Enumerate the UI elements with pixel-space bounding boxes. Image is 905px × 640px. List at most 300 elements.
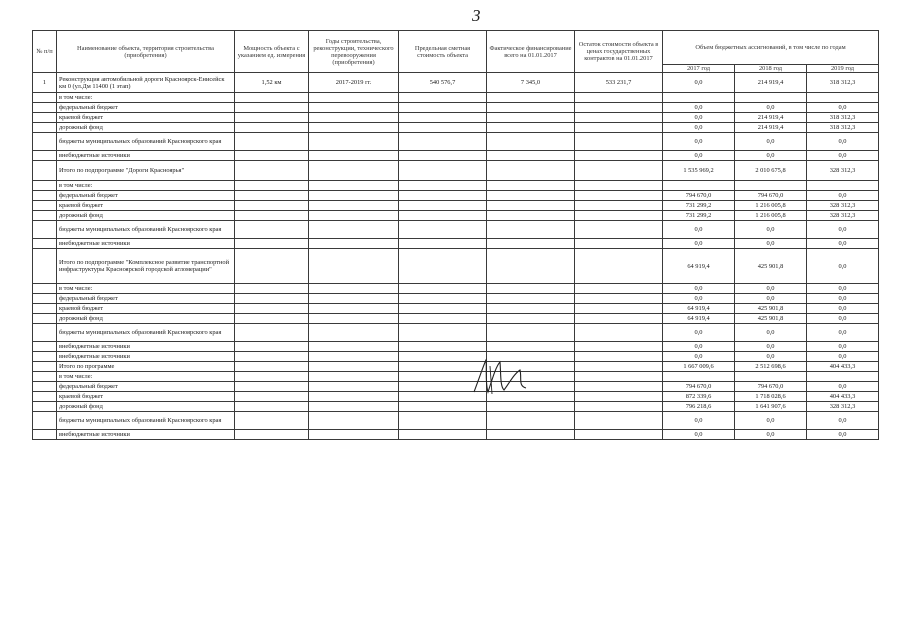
table-row xyxy=(33,362,879,372)
row-capacity-cell xyxy=(235,372,309,382)
row-2019: 318 312,3 xyxy=(807,113,879,123)
row-2017: 0,0 xyxy=(663,352,735,362)
row-name: Итого по подпрограмме "Дороги Красноярья" xyxy=(57,161,235,181)
row-2017: 0,0 xyxy=(663,294,735,304)
row-name: бюджеты муниципальных образований Красноярского края xyxy=(57,221,235,239)
row-years-cell xyxy=(309,103,399,113)
row-name: внебюджетные источники xyxy=(57,352,235,362)
row-remaining-cell xyxy=(575,304,663,314)
row-name: Итого по подпрограмме "Комплексное развитие транспортной инфраструктуры Красноярской городской агломерации" xyxy=(57,249,235,284)
row-years-cell xyxy=(309,402,399,412)
row-name: бюджеты муниципальных образований Красноярского края xyxy=(57,324,235,342)
table-row xyxy=(33,151,879,161)
object-actual: 7 345,0 xyxy=(487,73,575,93)
row-years-cell xyxy=(309,412,399,430)
row-no-cell xyxy=(33,211,57,221)
row-2018: 794 670,0 xyxy=(735,191,807,201)
row-years-cell xyxy=(309,342,399,352)
row-actual-cell xyxy=(487,314,575,324)
row-no-cell xyxy=(33,123,57,133)
row-name: дорожный фонд xyxy=(57,123,235,133)
row-estimate-cell xyxy=(399,211,487,221)
handwritten-signature xyxy=(470,356,530,396)
row-remaining-cell xyxy=(575,103,663,113)
row-name: дорожный фонд xyxy=(57,211,235,221)
row-remaining-cell xyxy=(575,342,663,352)
object-years: 2017-2019 гг. xyxy=(309,73,399,93)
row-2018: 794 670,0 xyxy=(735,382,807,392)
row-2018: 2 010 675,8 xyxy=(735,161,807,181)
row-2018: 0,0 xyxy=(735,151,807,161)
row-2017: 0,0 xyxy=(663,221,735,239)
object-row xyxy=(33,73,879,93)
row-remaining-cell xyxy=(575,249,663,284)
row-capacity-cell xyxy=(235,123,309,133)
row-2018: 0,0 xyxy=(735,133,807,151)
row-2019: 0,0 xyxy=(807,249,879,284)
row-actual-cell xyxy=(487,304,575,314)
table-row xyxy=(33,402,879,412)
row-2018: 0,0 xyxy=(735,294,807,304)
row-2019: 318 312,3 xyxy=(807,123,879,133)
row-2017: 64 919,4 xyxy=(663,314,735,324)
row-no-cell xyxy=(33,113,57,123)
row-capacity-cell xyxy=(235,324,309,342)
table-row xyxy=(33,294,879,304)
row-capacity-cell xyxy=(235,304,309,314)
row-no-cell xyxy=(33,133,57,151)
row-2018: 1 216 005,8 xyxy=(735,211,807,221)
row-2018: 0,0 xyxy=(735,284,807,294)
object-2019: 318 312,3 xyxy=(807,73,879,93)
row-years-cell xyxy=(309,304,399,314)
header-year-2018: 2018 год xyxy=(735,65,807,73)
row-name: в том числе: xyxy=(57,284,235,294)
row-name: бюджеты муниципальных образований Красноярского края xyxy=(57,133,235,151)
row-estimate-cell xyxy=(399,151,487,161)
row-capacity-cell xyxy=(235,93,309,103)
row-no-cell xyxy=(33,93,57,103)
table-row xyxy=(33,284,879,294)
row-years-cell xyxy=(309,93,399,103)
row-actual-cell xyxy=(487,93,575,103)
row-capacity-cell xyxy=(235,362,309,372)
row-remaining-cell xyxy=(575,93,663,103)
row-2017: 1 667 009,6 xyxy=(663,362,735,372)
row-remaining-cell xyxy=(575,352,663,362)
row-years-cell xyxy=(309,191,399,201)
row-actual-cell xyxy=(487,324,575,342)
row-no-cell xyxy=(33,304,57,314)
row-2017: 796 218,6 xyxy=(663,402,735,412)
row-no-cell xyxy=(33,239,57,249)
row-2019: 328 312,3 xyxy=(807,402,879,412)
table-row xyxy=(33,392,879,402)
row-2017: 731 299,2 xyxy=(663,201,735,211)
header-actual: Фактическое финансирование всего на 01.01.2017 xyxy=(487,31,575,73)
row-2018: 0,0 xyxy=(735,103,807,113)
row-2019: 328 312,3 xyxy=(807,211,879,221)
row-no-cell xyxy=(33,161,57,181)
row-no-cell xyxy=(33,249,57,284)
row-no-cell xyxy=(33,412,57,430)
row-years-cell xyxy=(309,392,399,402)
row-2018: 0,0 xyxy=(735,239,807,249)
row-capacity-cell xyxy=(235,151,309,161)
row-remaining-cell xyxy=(575,430,663,440)
row-capacity-cell xyxy=(235,284,309,294)
object-remaining: 533 231,7 xyxy=(575,73,663,93)
row-actual-cell xyxy=(487,123,575,133)
row-capacity-cell xyxy=(235,239,309,249)
row-capacity-cell xyxy=(235,181,309,191)
row-2017: 872 339,6 xyxy=(663,392,735,402)
row-2018: 214 919,4 xyxy=(735,113,807,123)
row-2017: 0,0 xyxy=(663,324,735,342)
table-row xyxy=(33,161,879,181)
row-2018: 214 919,4 xyxy=(735,123,807,133)
row-remaining-cell xyxy=(575,372,663,382)
row-estimate-cell xyxy=(399,430,487,440)
row-2019: 0,0 xyxy=(807,133,879,151)
row-2017: 0,0 xyxy=(663,430,735,440)
row-years-cell xyxy=(309,314,399,324)
row-remaining-cell xyxy=(575,123,663,133)
header-estimate: Предельная сметная стоимость объекта xyxy=(399,31,487,73)
row-estimate-cell xyxy=(399,181,487,191)
row-estimate-cell xyxy=(399,324,487,342)
row-years-cell xyxy=(309,284,399,294)
row-capacity-cell xyxy=(235,249,309,284)
row-remaining-cell xyxy=(575,201,663,211)
row-2018: 425 901,8 xyxy=(735,314,807,324)
row-estimate-cell xyxy=(399,239,487,249)
row-estimate-cell xyxy=(399,294,487,304)
row-2018: 1 216 005,8 xyxy=(735,201,807,211)
row-years-cell xyxy=(309,352,399,362)
row-estimate-cell xyxy=(399,284,487,294)
row-years-cell xyxy=(309,294,399,304)
table-row xyxy=(33,342,879,352)
row-2018: 0,0 xyxy=(735,412,807,430)
table-row xyxy=(33,352,879,362)
row-capacity-cell xyxy=(235,352,309,362)
row-2017: 0,0 xyxy=(663,412,735,430)
row-actual-cell xyxy=(487,211,575,221)
row-years-cell xyxy=(309,123,399,133)
row-2018: 0,0 xyxy=(735,221,807,239)
row-capacity-cell xyxy=(235,402,309,412)
row-no-cell xyxy=(33,362,57,372)
row-2019: 0,0 xyxy=(807,314,879,324)
row-2018 xyxy=(735,372,807,382)
row-name: краевой бюджет xyxy=(57,304,235,314)
row-2019: 328 312,3 xyxy=(807,201,879,211)
row-no-cell xyxy=(33,430,57,440)
row-capacity-cell xyxy=(235,211,309,221)
row-2019: 0,0 xyxy=(807,382,879,392)
table-row xyxy=(33,191,879,201)
row-capacity-cell xyxy=(235,103,309,113)
row-actual-cell xyxy=(487,239,575,249)
row-actual-cell xyxy=(487,249,575,284)
row-2017 xyxy=(663,181,735,191)
row-2019: 0,0 xyxy=(807,284,879,294)
row-2017: 1 535 969,2 xyxy=(663,161,735,181)
row-no-cell xyxy=(33,314,57,324)
row-remaining-cell xyxy=(575,151,663,161)
row-estimate-cell xyxy=(399,314,487,324)
table-row xyxy=(33,201,879,211)
row-actual-cell xyxy=(487,284,575,294)
row-name: краевой бюджет xyxy=(57,201,235,211)
object-no: 1 xyxy=(33,73,57,93)
row-capacity-cell xyxy=(235,221,309,239)
row-capacity-cell xyxy=(235,430,309,440)
row-capacity-cell xyxy=(235,342,309,352)
row-capacity-cell xyxy=(235,133,309,151)
row-years-cell xyxy=(309,211,399,221)
row-no-cell xyxy=(33,284,57,294)
row-name: внебюджетные источники xyxy=(57,342,235,352)
row-2018: 0,0 xyxy=(735,352,807,362)
row-years-cell xyxy=(309,382,399,392)
row-remaining-cell xyxy=(575,314,663,324)
row-actual-cell xyxy=(487,221,575,239)
header-year-2017: 2017 год xyxy=(663,65,735,73)
table-row xyxy=(33,412,879,430)
row-remaining-cell xyxy=(575,382,663,392)
row-no-cell xyxy=(33,342,57,352)
object-2017: 0,0 xyxy=(663,73,735,93)
row-2019: 0,0 xyxy=(807,103,879,113)
row-name: бюджеты муниципальных образований Красноярского края xyxy=(57,412,235,430)
header-capacity: Мощность объекта с указанием ед. измерения xyxy=(235,31,309,73)
row-years-cell xyxy=(309,249,399,284)
header-years: Годы строительства, реконструкции, технического перевооружения (приобретения) xyxy=(309,31,399,73)
row-2019 xyxy=(807,372,879,382)
row-2017: 0,0 xyxy=(663,103,735,113)
row-name: краевой бюджет xyxy=(57,113,235,123)
row-remaining-cell xyxy=(575,402,663,412)
row-estimate-cell xyxy=(399,402,487,412)
row-2019: 328 312,3 xyxy=(807,161,879,181)
row-estimate-cell xyxy=(399,304,487,314)
row-2019: 0,0 xyxy=(807,430,879,440)
row-2018: 0,0 xyxy=(735,430,807,440)
table-row xyxy=(33,314,879,324)
row-estimate-cell xyxy=(399,123,487,133)
row-name: в том числе: xyxy=(57,181,235,191)
row-2018: 0,0 xyxy=(735,324,807,342)
row-actual-cell xyxy=(487,402,575,412)
row-2019: 0,0 xyxy=(807,352,879,362)
row-name: в том числе: xyxy=(57,93,235,103)
row-remaining-cell xyxy=(575,181,663,191)
table-row xyxy=(33,93,879,103)
row-years-cell xyxy=(309,181,399,191)
row-actual-cell xyxy=(487,151,575,161)
row-actual-cell xyxy=(487,191,575,201)
row-actual-cell xyxy=(487,412,575,430)
row-2019 xyxy=(807,181,879,191)
header-no: № п/п xyxy=(33,31,57,73)
row-years-cell xyxy=(309,151,399,161)
row-remaining-cell xyxy=(575,191,663,201)
row-remaining-cell xyxy=(575,284,663,294)
object-estimate: 540 576,7 xyxy=(399,73,487,93)
table-row xyxy=(33,103,879,113)
row-2019: 0,0 xyxy=(807,221,879,239)
row-no-cell xyxy=(33,324,57,342)
object-2018: 214 919,4 xyxy=(735,73,807,93)
row-no-cell xyxy=(33,151,57,161)
row-name: краевой бюджет xyxy=(57,392,235,402)
row-name: Итого по программе xyxy=(57,362,235,372)
row-2019: 0,0 xyxy=(807,239,879,249)
table-row xyxy=(33,211,879,221)
budget-table xyxy=(32,30,879,440)
row-2019: 0,0 xyxy=(807,151,879,161)
row-years-cell xyxy=(309,113,399,123)
row-actual-cell xyxy=(487,133,575,151)
row-remaining-cell xyxy=(575,362,663,372)
row-remaining-cell xyxy=(575,133,663,151)
row-no-cell xyxy=(33,201,57,211)
header-budget: Объем бюджетных ассигнований, в том числе по годам xyxy=(663,31,879,65)
row-no-cell xyxy=(33,181,57,191)
row-2017: 0,0 xyxy=(663,342,735,352)
row-2018: 425 901,8 xyxy=(735,249,807,284)
row-2017: 0,0 xyxy=(663,123,735,133)
row-name: дорожный фонд xyxy=(57,314,235,324)
row-2017 xyxy=(663,93,735,103)
row-2017: 0,0 xyxy=(663,151,735,161)
row-name: внебюджетные источники xyxy=(57,430,235,440)
row-years-cell xyxy=(309,221,399,239)
row-capacity-cell xyxy=(235,161,309,181)
object-name: Реконструкция автомобильной дороги Красноярск-Енисейск км 0 (ул.Дм 11400 (1 этап) xyxy=(57,73,235,93)
object-capacity: 1,52 км xyxy=(235,73,309,93)
table-row xyxy=(33,239,879,249)
row-years-cell xyxy=(309,324,399,342)
row-name: федеральный бюджет xyxy=(57,294,235,304)
row-actual-cell xyxy=(487,342,575,352)
row-capacity-cell xyxy=(235,201,309,211)
row-remaining-cell xyxy=(575,221,663,239)
row-2019: 0,0 xyxy=(807,304,879,314)
row-name: внебюджетные источники xyxy=(57,151,235,161)
table-row xyxy=(33,324,879,342)
row-name: федеральный бюджет xyxy=(57,191,235,201)
row-capacity-cell xyxy=(235,191,309,201)
row-actual-cell xyxy=(487,181,575,191)
row-remaining-cell xyxy=(575,324,663,342)
row-name: внебюджетные источники xyxy=(57,239,235,249)
row-capacity-cell xyxy=(235,392,309,402)
row-2017: 0,0 xyxy=(663,239,735,249)
row-years-cell xyxy=(309,201,399,211)
row-2017: 0,0 xyxy=(663,284,735,294)
row-estimate-cell xyxy=(399,412,487,430)
row-remaining-cell xyxy=(575,161,663,181)
row-no-cell xyxy=(33,402,57,412)
table-row xyxy=(33,372,879,382)
row-no-cell xyxy=(33,221,57,239)
table-row xyxy=(33,181,879,191)
row-years-cell xyxy=(309,161,399,181)
row-2017: 794 670,0 xyxy=(663,382,735,392)
table-row xyxy=(33,382,879,392)
row-remaining-cell xyxy=(575,412,663,430)
row-capacity-cell xyxy=(235,294,309,304)
row-actual-cell xyxy=(487,113,575,123)
row-no-cell xyxy=(33,103,57,113)
row-years-cell xyxy=(309,133,399,151)
table-row xyxy=(33,123,879,133)
row-2017: 794 670,0 xyxy=(663,191,735,201)
table-row xyxy=(33,133,879,151)
row-2018: 1 641 907,6 xyxy=(735,402,807,412)
row-2017: 0,0 xyxy=(663,113,735,123)
row-capacity-cell xyxy=(235,113,309,123)
table-row xyxy=(33,249,879,284)
row-actual-cell xyxy=(487,201,575,211)
row-years-cell xyxy=(309,372,399,382)
row-actual-cell xyxy=(487,103,575,113)
row-estimate-cell xyxy=(399,113,487,123)
row-2019: 404 433,3 xyxy=(807,362,879,372)
row-2018: 425 901,8 xyxy=(735,304,807,314)
table-row xyxy=(33,221,879,239)
row-remaining-cell xyxy=(575,392,663,402)
row-2019: 0,0 xyxy=(807,324,879,342)
row-2018 xyxy=(735,181,807,191)
row-estimate-cell xyxy=(399,93,487,103)
row-estimate-cell xyxy=(399,133,487,151)
row-remaining-cell xyxy=(575,239,663,249)
row-no-cell xyxy=(33,372,57,382)
row-2019: 0,0 xyxy=(807,191,879,201)
row-2017: 64 919,4 xyxy=(663,304,735,314)
row-2017: 731 299,2 xyxy=(663,211,735,221)
header-remaining: Остаток стоимости объекта в ценах государственных контрактов на 01.01.2017 xyxy=(575,31,663,73)
row-2017: 64 919,4 xyxy=(663,249,735,284)
row-2018 xyxy=(735,93,807,103)
row-2019 xyxy=(807,93,879,103)
row-estimate-cell xyxy=(399,161,487,181)
page-number: 3 xyxy=(472,6,481,25)
table-row xyxy=(33,430,879,440)
row-name: федеральный бюджет xyxy=(57,382,235,392)
row-name: федеральный бюджет xyxy=(57,103,235,113)
row-2019: 404 433,3 xyxy=(807,392,879,402)
row-2018: 0,0 xyxy=(735,342,807,352)
row-2018: 1 718 028,6 xyxy=(735,392,807,402)
row-no-cell xyxy=(33,352,57,362)
row-remaining-cell xyxy=(575,211,663,221)
row-years-cell xyxy=(309,362,399,372)
row-remaining-cell xyxy=(575,113,663,123)
row-estimate-cell xyxy=(399,103,487,113)
row-2017 xyxy=(663,372,735,382)
row-2019: 0,0 xyxy=(807,412,879,430)
row-estimate-cell xyxy=(399,221,487,239)
row-actual-cell xyxy=(487,161,575,181)
row-estimate-cell xyxy=(399,342,487,352)
row-no-cell xyxy=(33,382,57,392)
row-capacity-cell xyxy=(235,382,309,392)
